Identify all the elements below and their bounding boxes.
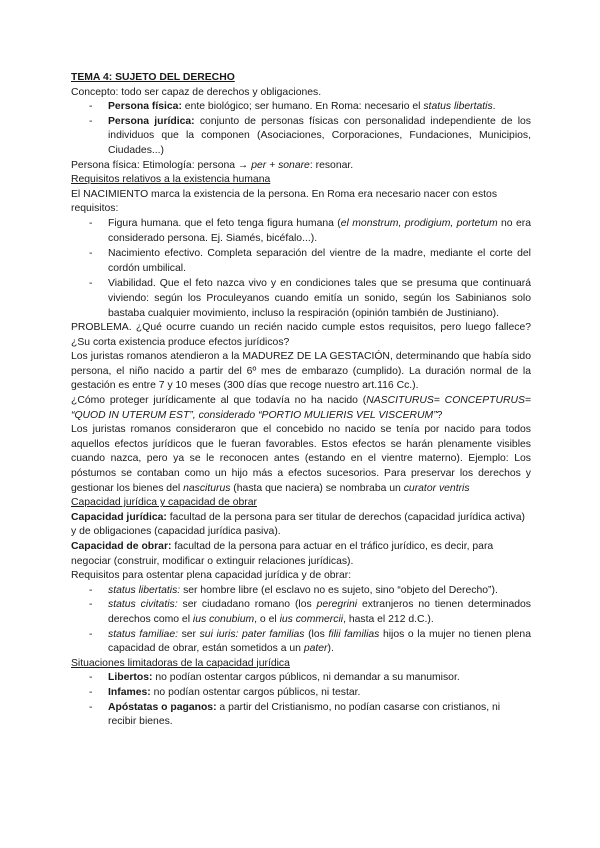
list-item xyxy=(71,671,531,686)
capacidad-obrar-text: facultad de la persona para actuar en el tráfico jurídico, es decir, para negociar (construir, modificar o extinguir relaciones jurídicas). xyxy=(71,541,494,567)
list-item xyxy=(71,628,531,657)
persona-fisica-text: ente biológico; ser humano. En Roma: necesario el xyxy=(181,101,424,113)
sui-iuris-term: sui iuris: pater familias xyxy=(199,628,305,640)
situaciones-list xyxy=(71,671,531,729)
status-list xyxy=(71,584,531,657)
document-title: TEMA 4: SUJETO DEL DERECHO xyxy=(71,72,235,83)
question-text: ¿Cómo proteger jurídicamente al que todavía no ha nacido ( xyxy=(71,395,367,407)
capacidad-juridica-text: facultad de la persona para ser titular de derechos (capacidad jurídica activa) y de obligaciones (capacidad jurídica pasiva). xyxy=(71,511,525,538)
list-item xyxy=(71,584,531,599)
figura-end: no era considerado persona. Ej. Siamés, bicéfalo...). xyxy=(108,217,531,244)
civitatis-text-c: , o el xyxy=(254,613,280,625)
capacidad-obrar-paragraph xyxy=(71,540,531,569)
consideraron-paragraph xyxy=(71,423,531,496)
apostatas-text: a partir del Cristianismo, no podían casarse con cristianos, ni recibir bienes. xyxy=(108,701,501,728)
term-capacidad-obrar: Capacidad de obrar: xyxy=(71,541,172,552)
status-civitatis-label: status civitatis: xyxy=(108,599,178,611)
nasciturus-term: nasciturus xyxy=(183,482,231,494)
term-libertos: Libertos: xyxy=(108,672,153,684)
status-libertatis-text: ser hombre libre (el esclavo no es sujeto, sino “objeto del Derecho”). xyxy=(180,584,498,596)
consideraron-text-2: (hasta que naciera) se nombraba un xyxy=(230,482,404,494)
concepto-paragraph: Concepto: todo ser capaz de derechos y obligaciones. xyxy=(71,86,322,98)
term-apostatas: Apóstatas o paganos: xyxy=(108,701,217,713)
ius-conubium-term: ius conubium xyxy=(192,613,255,625)
list-item: - Viabilidad. Que el feto nazca vivo y en condiciones tales que se presuma que continuará viviendo: según los Proculeyanos cuando emitía un sonido, según los Sabinianos solo bastaba cualquier movimiento, incluso la respiración (opinión también de Justiniano). xyxy=(71,277,531,321)
heading-situaciones: Situaciones limitadoras de la capacidad jurídica xyxy=(71,657,290,669)
status-familiae-label: status familiae: xyxy=(108,628,178,640)
heading-capacidad: Capacidad jurídica y capacidad de obrar xyxy=(71,497,257,509)
list-item xyxy=(71,598,531,627)
list-item xyxy=(71,217,531,246)
nacimiento-paragraph: El NACIMIENTO marca la existencia de la persona. En Roma era necesario nacer con estos requisitos: xyxy=(71,188,498,215)
infames-text: no podían ostentar cargos públicos, ni testar. xyxy=(150,686,361,698)
etimologia-paragraph xyxy=(71,159,531,174)
libertos-text: no podían ostentar cargos públicos, ni demandar a su manumisor. xyxy=(152,672,460,684)
list-item xyxy=(71,100,531,115)
term-persona-fisica: Persona física: xyxy=(108,101,182,113)
nasciturus-question xyxy=(71,394,531,423)
list-item xyxy=(71,686,531,701)
problema-paragraph: PROBLEMA. ¿Qué ocurre cuando un recién nacido cumple estos requisitos, pero luego fallece? ¿Su corta existencia produce efectos jurídicos? xyxy=(71,322,531,348)
consideraron-text: Los juristas romanos consideraron que el concebido no nacido se tenía por nacido para todos aquellos efectos jurídicos que le fueran favorables. Estos efectos se harán plenamente visibles cuando nazca, pero ya se le reconocen antes (estando en el vientre materno). Ejemplo: Los póstumos se contaban como un hijo más a efectos sucesorios. Para preservar los derechos y gestionar los bienes del xyxy=(71,424,531,494)
etimologia-end: : resonar. xyxy=(309,159,354,171)
term-capacidad-juridica: Capacidad jurídica: xyxy=(71,511,167,523)
etimologia-latin: per + sonare xyxy=(251,159,310,171)
familiae-text-a: ser xyxy=(178,628,200,640)
requisitos-list xyxy=(71,217,531,321)
list-item xyxy=(71,115,531,159)
punct: . xyxy=(492,101,496,113)
peregrini-term: peregrini xyxy=(316,599,358,611)
civitatis-text-b: extranjeros no tienen determinados derechos como el xyxy=(108,599,531,625)
list-item xyxy=(71,701,531,730)
familiae-text-d: ). xyxy=(327,643,334,655)
status-libertatis-term: status libertatis xyxy=(423,101,493,113)
figura-text: Figura humana. que el feto tenga figura humana ( xyxy=(108,217,341,229)
question-latin: NASCITURUS= CONCEPTURUS= “QUOD IN UTERUM EST”, considerado “PORTIO MULIERIS VEL VISCERUM” xyxy=(71,395,531,421)
etimologia-text: Persona física: Etimología: persona → xyxy=(71,159,252,171)
pater-term: pater xyxy=(303,643,328,655)
question-end: ? xyxy=(436,409,443,421)
curator-ventris-term: curator ventris xyxy=(403,482,470,494)
term-infames: Infames: xyxy=(108,686,151,698)
civitatis-text-d: , hasta el 212 d.C.). xyxy=(343,613,434,625)
requisitos-plena-paragraph: Requisitos para ostentar plena capacidad jurídica y de obrar: xyxy=(71,570,352,582)
familiae-text-b: (los xyxy=(304,628,329,640)
term-persona-juridica: Persona jurídica: xyxy=(108,115,195,127)
civitatis-text-a: ser ciudadano romano (los xyxy=(177,599,317,611)
document-page xyxy=(71,71,531,730)
heading-requisitos: Requisitos relativos a la existencia humana xyxy=(71,174,271,186)
persona-juridica-text: conjunto de personas físicas con personalidad independiente de los individuos que la componen (Asociaciones, Corporaciones, Fundaciones, Municipios, Ciudades...) xyxy=(108,115,531,156)
list-item: - Nacimiento efectivo. Completa separación del vientre de la madre, mediante el corte del cordón umbilical. xyxy=(71,247,531,276)
persona-list xyxy=(71,100,531,158)
filii-familias-term: filii familias xyxy=(328,628,380,640)
status-libertatis-label: status libertatis: xyxy=(108,584,181,596)
ius-commercii-term: ius commercii xyxy=(279,613,344,625)
madurez-paragraph: Los juristas romanos atendieron a la MADUREZ DE LA GESTACIÓN, determinando que había sido persona, el niño nacido a partir del 6º mes de embarazo (cumplido). La duración normal de la gestación es entre 7 y 10 meses (300 días que recoge nuestro art.116 Cc.). xyxy=(71,351,531,392)
capacidad-juridica-paragraph xyxy=(71,511,531,540)
familiae-text-c: hijos o la mujer no tienen plena capacidad de obrar, están sometidos a un xyxy=(108,628,531,655)
figura-latin: el monstrum, prodigium, portetum xyxy=(340,217,498,229)
